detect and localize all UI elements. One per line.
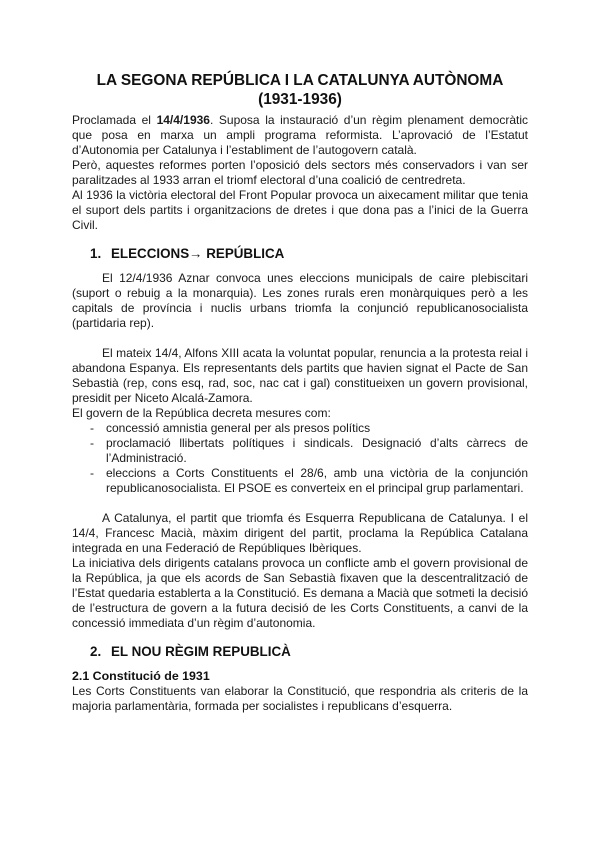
- paragraph-spacer: [72, 496, 528, 511]
- section-2-number: 2.: [90, 644, 102, 659]
- title-line-2: (1931-1936): [258, 91, 342, 108]
- section-1-paragraph-2: El mateix 14/4, Alfons XIII acata la voluntat popular, renuncia a la protesta reial i abandona Espanya. Els representants dels partits que havien signat el Pacte de San Sebastià (rep, cons esq, rad, soc, nac cat i gal) constitueixen un govern provisional, presidit per Niceto Alcalá-Zamora.: [72, 346, 528, 405]
- list-item: [72, 436, 528, 466]
- section-2-heading: [90, 644, 528, 660]
- intro-p1-rest: . Suposa la instauració d’un règim plenament democràtic que posa en marxa un ampli programa reformista. L’aprovació de l’Estatut d’Autonomia per Catalunya i l’establiment de l’autogovern català.: [72, 113, 528, 157]
- intro-p1-lead: Proclamada el: [72, 113, 157, 127]
- section-1-paragraph-4: A Catalunya, el partit que triomfa és Esquerra Republicana de Catalunya. I el 14/4, Francesc Macià, màxim dirigent del partit, proclama la República Catalana integrada en una Federació de Repúbliques Ibèriques.: [72, 511, 528, 555]
- section-1-heading: [90, 246, 528, 262]
- section-2-title: EL NOU RÈGIM REPUBLICÀ: [111, 644, 291, 659]
- section-1-paragraph-1: El 12/4/1936 Aznar convoca unes eleccions municipals de caire plebiscitari (suport o rebuig a la monarquia). Les zones rurals eren monàrquiques però a les capitals de província i nuclis urbans triomfa la conjunció republicanosocialista (partidaria rep).: [72, 271, 528, 330]
- subsection-2-1-paragraph-1: Les Corts Constituents van elaborar la Constitució, que respondria als criteris de la majoria parlamentària, formada per socialistes i republicans d’esquerra.: [72, 684, 528, 713]
- measures-list: [72, 421, 528, 496]
- list-item-text: eleccions a Corts Constituents el 28/6, amb una victòria de la conjunción republicanosocialista. El PSOE es converteix en el principal grup parlamentari.: [106, 466, 528, 495]
- intro-paragraph-2: Però, aquestes reformes porten l’oposició dels sectors més conservadors i van ser paralitzades al 1933 arran el triomf electoral d’una coalició de centredreta.: [72, 158, 528, 187]
- document-title: [72, 71, 528, 109]
- section-1-paragraph-5: La iniciativa dels dirigents catalans provoca un conflicte amb el govern provisional de la República, ja que els acords de San Sebastià fixaven que la descentralització de l’Estat quedaria establerta a la Constitució. Es demana a Macià que sotmeti la decisió de l’estructura de govern a la futura decisió de les Corts Constituents, a canvi de la concessió immediata d’un règim d’autonomia.: [72, 556, 528, 630]
- list-item-text: concessió amnistia general per als presos polítics: [106, 421, 371, 435]
- intro-paragraph-1: [72, 113, 528, 158]
- paragraph-spacer: [72, 331, 528, 346]
- intro-paragraph-3: Al 1936 la victòria electoral del Front Popular provoca un aixecament militar que tenia el suport dels partits i organitzacions de dretes i que dona pas a l’inici de la Guerra Civil.: [72, 188, 528, 232]
- list-item-text: proclamació llibertats polítiques i sindicals. Designació d’alts càrrecs de l’Administració.: [106, 436, 528, 465]
- list-item: [72, 421, 528, 436]
- subsection-2-1-heading: 2.1 Constitució de 1931: [72, 669, 210, 683]
- proclamation-date: 14/4/1936: [156, 113, 210, 127]
- bullet-dash: -: [90, 466, 94, 480]
- section-1-paragraph-3: El govern de la República decreta mesures com:: [72, 406, 331, 420]
- list-item: [72, 466, 528, 496]
- title-line-1: LA SEGONA REPÚBLICA I LA CATALUNYA AUTÒNOMA: [96, 72, 504, 89]
- section-1-title: ELECCIONS→ REPÚBLICA: [111, 246, 285, 261]
- bullet-dash: -: [90, 436, 94, 450]
- bullet-dash: -: [90, 421, 94, 435]
- section-1-number: 1.: [90, 246, 102, 261]
